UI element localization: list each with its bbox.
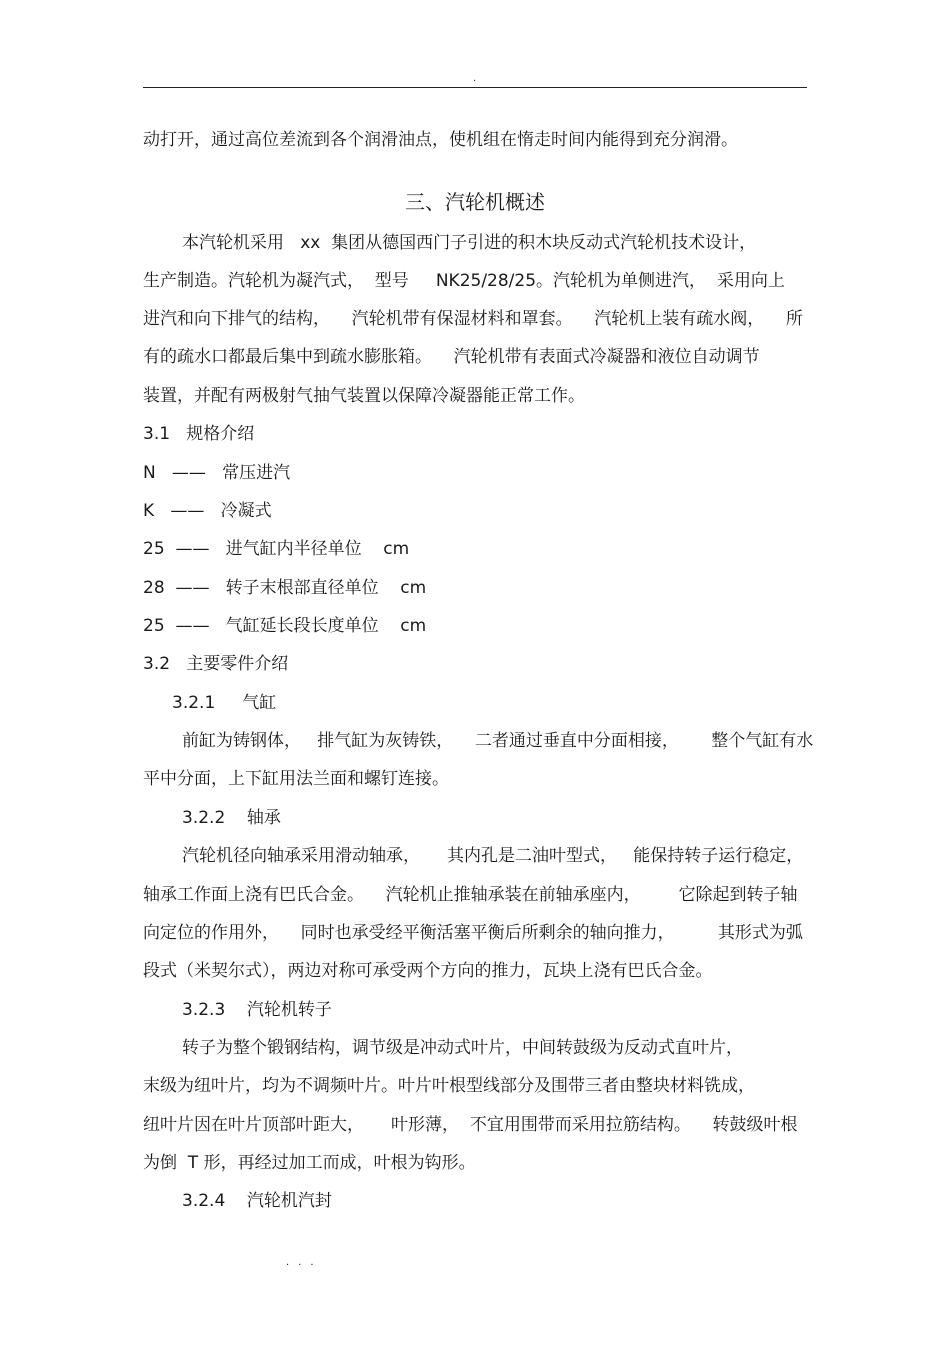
- paragraph-line: 生产制造。汽轮机为凝汽式， 型号 NK25/28/25。汽轮机为单侧进汽， 采用向上: [143, 271, 785, 291]
- subsubsection-heading: 3.2.4 汽轮机汽封: [182, 1191, 332, 1211]
- spec-item: 28 —— 转子末根部直径单位 cm: [143, 578, 427, 598]
- paragraph-line: 动打开，通过高位差流到各个润滑油点，使机组在惰走时间内能得到充分润滑。: [143, 130, 738, 150]
- paragraph-line: 有的疏水口都最后集中到疏水膨胀箱。 汽轮机带有表面式冷凝器和液位自动调节: [143, 347, 760, 367]
- paragraph-line: 进汽和向下排气的结构， 汽轮机带有保湿材料和罩套。 汽轮机上装有疏水阀， 所: [143, 309, 803, 329]
- footer-mark: ...: [286, 1257, 323, 1268]
- paragraph-line: 段式（米契尔式），两边对称可承受两个方向的推力，瓦块上浇有巴氏合金。: [143, 961, 713, 981]
- header-rule: [143, 87, 807, 88]
- paragraph-line: 末级为纽叶片，均为不调频叶片。叶片叶根型线部分及围带三者由整块材料铣成，: [143, 1076, 755, 1096]
- paragraph-line: 前缸为铸钢体， 排气缸为灰铸铁， 二者通过垂直中分面相接， 整个气缸有水: [182, 731, 814, 751]
- paragraph-line: 平中分面，上下缸用法兰面和螺钉连接。: [143, 769, 449, 789]
- section-title: 三、汽轮机概述: [405, 190, 545, 214]
- subsection-heading: 3.1 规格介绍: [143, 424, 255, 444]
- paragraph-line: 本汽轮机采用 xx 集团从德国西门子引进的积木块反动式汽轮机技术设计，: [182, 233, 757, 253]
- subsection-heading: 3.2 主要零件介绍: [143, 654, 289, 674]
- paragraph-line: 纽叶片因在叶片顶部叶距大， 叶形薄， 不宜用围带而采用拉筋结构。 转鼓级叶根: [143, 1115, 798, 1135]
- paragraph-line: 装置，并配有两极射气抽气装置以保障冷凝器能正常工作。: [143, 386, 585, 406]
- paragraph-line: 轴承工作面上浇有巴氏合金。 汽轮机止推轴承装在前轴承座内， 它除起到转子轴: [143, 885, 798, 905]
- spec-item: N —— 常压进汽: [143, 463, 291, 483]
- subsubsection-heading: 3.2.3 汽轮机转子: [182, 1000, 332, 1020]
- paragraph-line: 向定位的作用外， 同时也承受经平衡活塞平衡后所剩余的轴向推力， 其形式为弧: [143, 923, 803, 943]
- paragraph-line: 为倒 T 形，再经过加工而成，叶根为钩形。: [143, 1153, 476, 1173]
- header-mark: .: [473, 73, 477, 84]
- spec-item: 25 —— 进气缸内半径单位 cm: [143, 539, 410, 559]
- subsubsection-heading: 3.2.1 气缸: [172, 693, 277, 713]
- paragraph-line: 汽轮机径向轴承采用滑动轴承， 其内孔是二油叶型式， 能保持转子运行稳定，: [182, 846, 804, 866]
- spec-item: K —— 冷凝式: [143, 501, 272, 521]
- spec-item: 25 —— 气缸延长段长度单位 cm: [143, 616, 427, 636]
- subsubsection-heading: 3.2.2 轴承: [182, 808, 281, 828]
- paragraph-line: 转子为整个锻钢结构，调节级是冲动式叶片，中间转鼓级为反动式直叶片，: [182, 1038, 743, 1058]
